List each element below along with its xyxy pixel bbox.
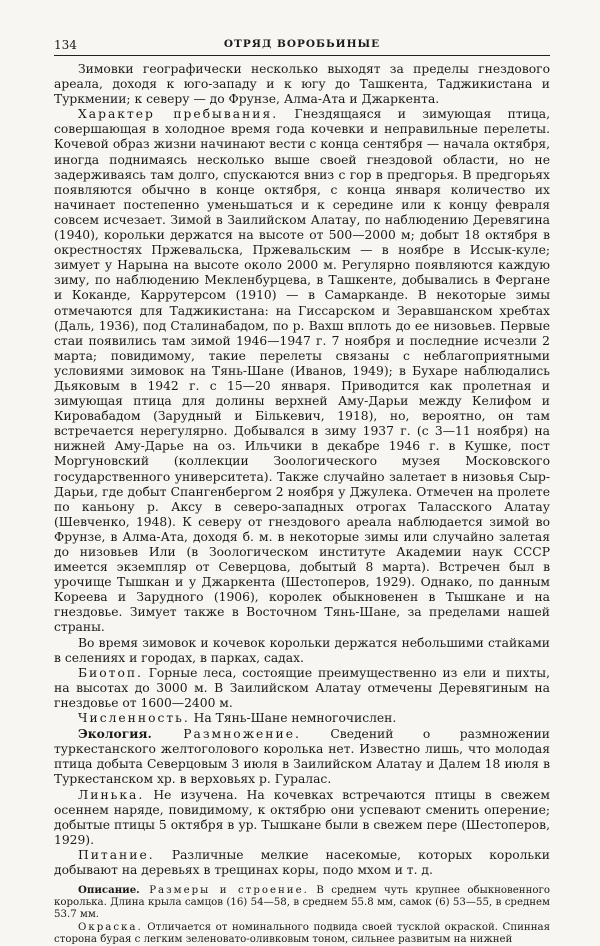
section-heading: Экология. <box>78 726 152 742</box>
paragraph-text: В среднем чуть крупнее обыкновенного королька. Длина крыла самцов (16) 54—58, в среднем 55.8 мм, самок (6) 53—55, в среднем 53.7 мм. <box>54 885 550 921</box>
section-lead: Размножение. <box>151 727 301 742</box>
page-header <box>54 38 550 56</box>
section-lead: Размеры и строение. <box>139 885 309 897</box>
paragraph-feeding <box>54 848 550 878</box>
paragraph-text: Не изучена. На кочевках встречаются птицы в свежем осеннем наряде, повидимому, к октябрю они успевают сменить оперение; добытые птицы 5 октября в ур. Тышкане были в свежем пере (Шестоперов, 1929). <box>54 787 550 847</box>
section-lead: Линька. <box>78 787 145 802</box>
paragraph-residence <box>54 107 550 635</box>
section-lead: Питание. <box>78 847 155 862</box>
paragraph-text: Гнездящаяся и зимующая птица, совершающая в холодное время года кочевки и неправильные перелеты. Кочевой образ жизни начинают вести с конца сентября — начала октября, иногда поднимаясь несколько выше своей гнездовой области, но не задерживаясь там долго, спускаются вниз с гор в предгорья. В предгорьях появляются обычно в конце октября, с конца января количество их начинает постепенно уменьшаться и к середине или к концу февраля совсем исчезает. Зимой в Заилийском Алатау, по наблюдению Деревягина (1940), корольки держатся на высоте от 500—2000 м; добыт 18 октября в окрестностях Пржевальска, Пржевальским — в ноябре в Иссык-куле; зимует у Нарына на высоте около 2000 м. Регулярно появляются каждую зиму, по наблюдению Мекленбурцева, в Ташкенте, добывались в Фергане и Коканде, Каррутерсом (1910) — в Самарканде. В некоторые зимы отмечаются для Таджикистана: на Гиссарском и Зеравшанском хребтах (Даль, 1936), под Сталинабадом, по р. Вахш вплоть до ее низовьев. Первые стаи появились там зимой 1946—1947 г. 7 ноября и последние исчезли 2 марта; повидимому, такие перелеты связаны с неблагоприятными условиями зимовок на Тянь-Шане (Иванов, 1949); в Бухаре наблюдались Дьяковым в 1942 г. с 15—20 января. Приводится как пролетная и зимующая птица для долины верхней Аму-Дарьи между Келифом и Кировабадом (Зарудный и Бількевич, 1918), но, вероятно, он там встречается нерегулярно. Добывался в зиму 1937 г. (с 3—11 ноября) на нижней Аму-Дарье на оз. Ильчики в декабре 1946 г. в Кушке, пост Моргуновский (коллекции Зоологического музея Московского государственного университета). Также случайно залетает в низовья Сыр-Дарьи, где добыт Спангенбергом 2 ноября у Джулека. Отмечен на пролете по каньону р. Аксу в северо-западных отрогах Таласского Алатау (Шевченко, 1948). К северу от гнездового ареала наблюдается зимой во Фрунзе, в Алма-Ата, доходя б. м. в некоторые зимы или случайно залетая до низовьев Или (в Зоологическом институте Академии наук СССР имеется экземпляр от Северцова, добытый 8 марта). Встречен был в урочище Тышкан и у Джаркента (Шестоперов, 1929). Однако, по данным Кореева и Зарудного (1906), королек обыкновенен в Тышкане и на гнездовье. Зимует также в Восточном Тянь-Шане, за пределами нашей страны. <box>54 107 551 635</box>
paragraph-biotope <box>54 666 550 711</box>
paragraph-text: Зимовки географически несколько выходят за пределы гнездового ареала, доходя к юго-западу и к югу до Ташкента, Таджикистана и Туркмении; к северу — до Фрунзе, Алма-Ата и Джаркента. <box>54 62 550 107</box>
paragraph-molt <box>54 788 550 848</box>
paragraph-text: Горные леса, состоящие преимущественно из ели и пихты, на высотах до 3000 м. В Заилийском Алатау отмечены Деревягиным на гнездовье от 1600—2400 м. <box>54 665 550 710</box>
paragraph-abundance <box>54 711 550 726</box>
paragraph-text: На Тянь-Шане немногочислен. <box>189 711 397 726</box>
section-heading: Описание. <box>78 884 140 897</box>
section-lead: Численность. <box>78 711 190 726</box>
page <box>54 38 550 946</box>
section-lead: Характер пребывания. <box>78 107 279 122</box>
description-text <box>54 884 550 946</box>
paragraph-text: Сведений о размножении туркестанского желтоголового королька нет. Известно лишь, что молодая птица добыта Северцовым 3 июля в Заилийском Алатау и Далем 18 июля в Туркестанском хр. в верховьях р. Гуралас. <box>54 727 550 787</box>
main-text <box>54 62 550 878</box>
paragraph-coloration <box>54 922 550 946</box>
paragraph-breeding <box>54 726 550 787</box>
section-lead: Окраска. <box>78 921 143 933</box>
paragraph-text: Во время зимовок и кочевок корольки держатся небольшими стайками в селениях и городах, в парках, садах. <box>54 635 550 665</box>
paragraph-text: Отличается от номинального подвида своей тусклой окраской. Спинная сторона бурая с легким зеленовато-оливковым тоном, сильнее развитым на нижней <box>54 921 550 945</box>
paragraph-flocks <box>54 636 550 666</box>
paragraph-measurements <box>54 884 550 922</box>
running-title: ОТРЯД ВОРОБЬИНЫЕ <box>223 38 381 50</box>
paragraph-text: Различные мелкие насекомые, которых корольки добывают на деревьях в трещинах коры, подо мхом и т. д. <box>54 847 550 877</box>
paragraph-wintering <box>54 62 550 107</box>
section-lead: Биотоп. <box>78 665 143 680</box>
page-number: 134 <box>54 38 77 52</box>
